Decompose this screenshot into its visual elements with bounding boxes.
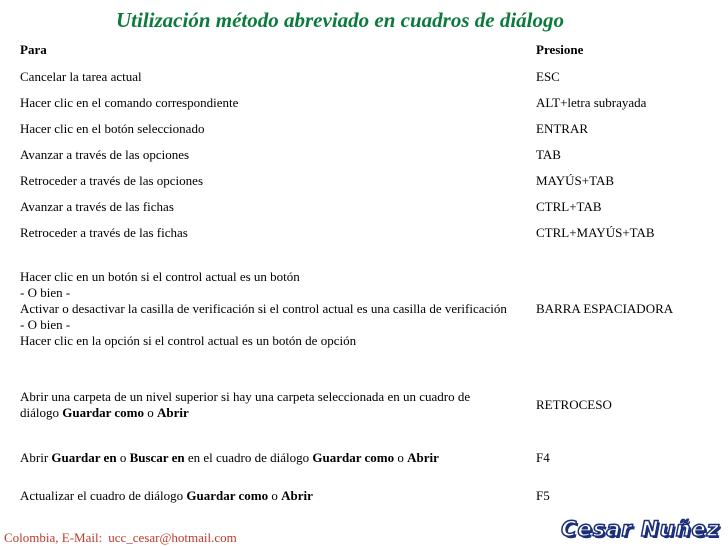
dialog-name: Abrir <box>156 405 189 420</box>
dialog-name: Guardar como <box>312 450 395 465</box>
action-line: - O bien - <box>20 317 71 332</box>
action-line: - O bien - <box>20 285 71 300</box>
key-cell: F4 <box>536 450 550 465</box>
action-cell: Retroceder a través de las fichas <box>20 225 188 240</box>
action-cell: Avanzar a través de las fichas <box>20 199 174 214</box>
key-cell: F5 <box>536 488 550 503</box>
footer-contact <box>4 530 237 546</box>
dialog-name: Abrir <box>407 450 439 465</box>
author-logo: Cesar Nuñez <box>561 517 720 541</box>
action-cell: Hacer clic en el botón seleccionado <box>20 121 205 136</box>
table-row <box>8 116 720 142</box>
table-row-backspace <box>8 372 720 438</box>
action-text: o <box>268 488 282 503</box>
key-cell: CTRL+TAB <box>536 199 602 214</box>
action-line: Hacer clic en la opción si el control actual es un botón de opción <box>20 333 357 348</box>
action-text: Abrir una carpeta de un nivel superior si hay una carpeta seleccionada en un cuadro de diálogo <box>20 389 471 420</box>
action-text: Actualizar el cuadro de diálogo <box>20 488 187 503</box>
dialog-name: Abrir <box>281 488 313 503</box>
key-cell: ENTRAR <box>536 121 588 136</box>
action-cell: Retroceder a través de las opciones <box>20 173 204 188</box>
key-cell: BARRA ESPACIADORA <box>536 301 674 316</box>
header-presione: Presione <box>536 42 584 57</box>
table-header-row <box>8 36 720 64</box>
action-text: o <box>116 450 130 465</box>
action-cell <box>8 438 524 478</box>
action-text: o <box>394 450 408 465</box>
action-line: Hacer clic en un botón si el control actual es un botón <box>20 269 300 284</box>
header-para: Para <box>20 42 47 57</box>
action-line: Activar o desactivar la casilla de verificación si el control actual es una casilla de verificación <box>20 301 507 316</box>
key-cell: ALT+letra subrayada <box>536 95 647 110</box>
action-text: o <box>143 405 157 420</box>
table-row <box>8 194 720 220</box>
action-cell <box>8 478 524 514</box>
key-cell: CTRL+MAYÚS+TAB <box>536 225 655 240</box>
shortcut-table <box>8 36 720 514</box>
action-cell: Hacer clic en el comando correspondiente <box>20 95 239 110</box>
table-row <box>8 142 720 168</box>
table-row <box>8 64 720 90</box>
action-text: en el cuadro de diálogo <box>184 450 313 465</box>
action-text: Abrir <box>20 450 52 465</box>
key-cell: TAB <box>536 147 561 162</box>
email-link[interactable]: ucc_cesar@hotmail.com <box>108 530 237 545</box>
dialog-name: Guardar como <box>186 488 269 503</box>
footer-prefix: Colombia, E-Mail: <box>4 530 103 545</box>
table-row-spacebar <box>8 246 720 372</box>
page-title: Utilización método abreviado en cuadros de diálogo <box>116 8 564 32</box>
table-row <box>8 220 720 246</box>
dialog-name: Guardar en <box>51 450 117 465</box>
key-cell: RETROCESO <box>536 397 612 412</box>
key-cell: ESC <box>536 69 560 84</box>
table-row-f5 <box>8 478 720 514</box>
action-cell <box>8 246 524 372</box>
dialog-name: Guardar como <box>62 405 144 420</box>
table-row-f4 <box>8 438 720 478</box>
action-cell: Avanzar a través de las opciones <box>20 147 190 162</box>
key-cell: MAYÚS+TAB <box>536 173 615 188</box>
table-row <box>8 90 720 116</box>
table-row <box>8 168 720 194</box>
dialog-name: Buscar en <box>129 450 185 465</box>
action-cell <box>8 372 524 438</box>
action-cell: Cancelar la tarea actual <box>20 69 142 84</box>
